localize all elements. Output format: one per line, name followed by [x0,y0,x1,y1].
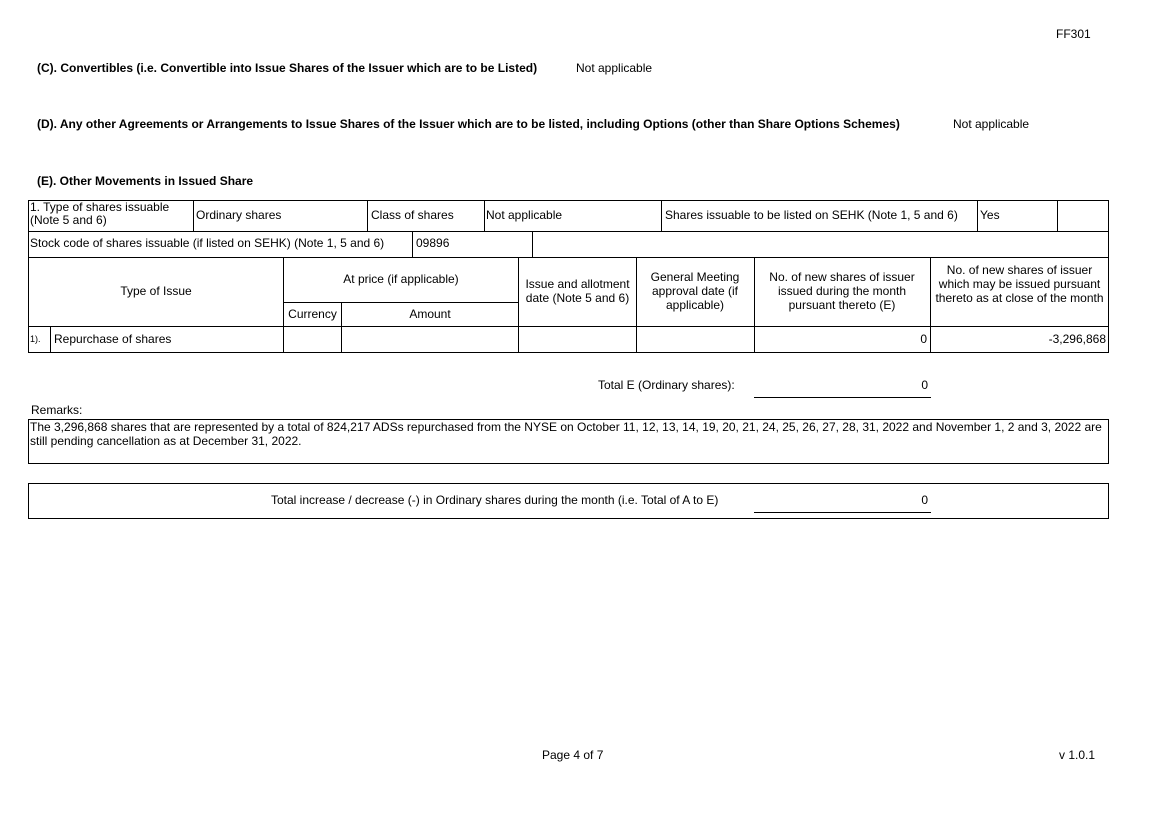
total-increase-value: 0 [921,493,928,507]
total-e-underline [754,397,931,398]
section-c-value: Not applicable [576,61,653,75]
row-type: Repurchase of shares [54,332,172,346]
section-e-title: (E). Other Movements in Issued Share [37,174,254,188]
total-e-label: Total E (Ordinary shares): [598,378,735,392]
col-type-of-issue: Type of Issue [120,284,192,298]
page-number: Page 4 of 7 [542,748,604,762]
remarks-box [28,419,1109,464]
class-of-shares-label: Class of shares [371,208,454,222]
row-new-shares: 0 [920,332,927,346]
col-currency: Currency [288,307,337,321]
type-of-shares-value: Ordinary shares [196,208,282,222]
total-increase-underline [754,512,931,513]
section-d-title: (D). Any other Agreements or Arrangements to Issue Shares of the Issuer which are to be listed, including Options (other than Share Options Schemes) [37,117,900,131]
section-c-title: (C). Convertibles (i.e. Convertible into Issue Shares of the Issuer which are to be Listed) [37,61,538,75]
version: v 1.0.1 [1059,748,1096,762]
total-e-value: 0 [921,378,928,392]
listed-on-sehk-label: Shares issuable to be listed on SEHK (Note 1, 5 and 6) [665,208,958,222]
remarks-text: The 3,296,868 shares that are represented by a total of 824,217 ADSs repurchased from the NYSE on October 11, 12, 13, 14, 19, 20, 21, 24, 25, 26, 27, 28, 31, 2022 and November 1, 2 and 3, 2022 are still pending cancellation as at December 31, 2022. [30,420,1102,448]
listed-on-sehk-value: Yes [980,208,1000,222]
type-of-shares-label: 1. Type of shares issuable (Note 5 and 6) [30,200,170,227]
col-may-be-issued: No. of new shares of issuer which may be issued pursuant thereto as at close of the month [935,263,1104,305]
col-at-price: At price (if applicable) [343,272,459,286]
stock-code-value: 09896 [416,236,450,250]
col-issue-date: Issue and allotment date (Note 5 and 6) [525,277,630,305]
col-general-meeting: General Meeting approval date (if applicable) [650,270,740,312]
col-new-shares: No. of new shares of issuer issued during the month pursuant thereto (E) [769,270,915,312]
stock-code-label: Stock code of shares issuable (if listed on SEHK) (Note 1, 5 and 6) [30,236,385,250]
row-number: 1). [30,334,41,344]
col-amount: Amount [409,307,451,321]
form-code: FF301 [1056,27,1091,41]
row-may-be-issued: -3,296,868 [1048,332,1106,346]
total-increase-label: Total increase / decrease (-) in Ordinary shares during the month (i.e. Total of A to E) [271,493,719,507]
remarks-label: Remarks: [31,403,83,417]
class-of-shares-value: Not applicable [486,208,563,222]
section-d-value: Not applicable [953,117,1030,131]
